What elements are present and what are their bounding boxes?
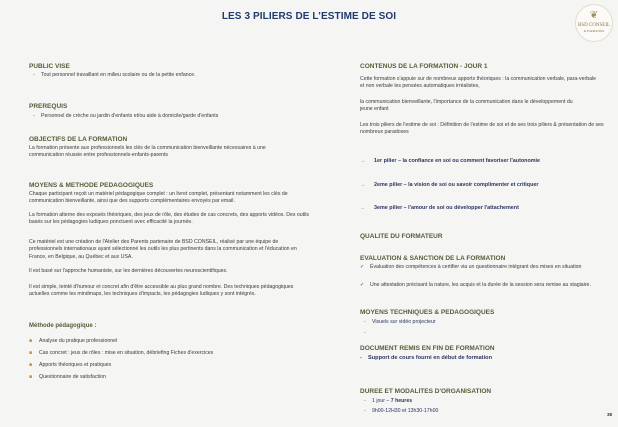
methode-item <box>29 338 117 344</box>
page-number: 38 <box>606 412 612 417</box>
plant-icon: ❦ <box>589 10 599 21</box>
moyens-heading: MOYENS & METHODE PEDAGOGIQUES <box>29 182 154 189</box>
moyens-paragraph-5: Il est simple, teinté d'humour et concret afin d'être accessible au plus grand nombre. Des techniques pédagogiques actuelles comme les mindmaps, les techniques d'impacts, les pédagogies ludiques y sont intégrés. <box>29 284 294 298</box>
arrow-right-icon: → <box>360 205 366 211</box>
contenus-paragraph-2: la communication bienveillante, l'importance de la communication dans le développement du jeune enfant <box>360 99 573 113</box>
bullet-icon: ■ <box>29 350 33 356</box>
pilier-item <box>360 158 540 164</box>
contenus-heading: CONTENUS DE LA FORMATION - JOUR 1 <box>360 63 488 70</box>
contenus-paragraph-1: Cette formation s'appuie sur de nombreux apports théoriques : la communication verbale, para-verbale et non verbale les pensées automatiques irréalistes, <box>360 76 596 90</box>
moyens-tech-heading: MOYENS TECHNIQUES & PEDAGOGIQUES <box>360 309 495 316</box>
bullet-icon: ■ <box>29 338 33 344</box>
pilier-item <box>360 182 538 188</box>
methode-item <box>29 350 213 356</box>
arrow-right-icon: → <box>360 182 366 188</box>
public-item: - Tout personnel travaillant en milieu scolaire ou de la petite enfance. <box>33 72 196 78</box>
arrow-right-icon: → <box>360 158 366 164</box>
moyens-tech-item-text: Visuels sur vidéo projecteur <box>372 319 436 325</box>
methode-item <box>29 374 106 380</box>
methode-heading: Méthode pédagogique : <box>29 323 97 329</box>
pilier-item <box>360 205 519 211</box>
page-title: LES 3 PILIERS DE L’ESTIME DE SOI <box>221 11 397 22</box>
moyens-paragraph-2: La formation alterne des exposés théoriques, des jeux de rôle, des études de cas concrets, des apports vidéos. Des outils basés sur les pédagogies ludiques ponctuent avec efficacité la journée. <box>29 212 309 226</box>
evaluation-heading: EVALUATION & SANCTION DE LA FORMATION <box>360 255 506 262</box>
document-item: - Support de cours fourni en début de formation <box>360 355 492 361</box>
duree-item: - 9h00-12H30 et 13h30-17h00 <box>364 408 439 414</box>
methode-item <box>29 362 111 368</box>
pilier-text: 3eme pilier – l'amour de soi ou développer l'attachement <box>374 205 519 211</box>
duree-item: - 1 jour – 7 heures <box>364 398 413 404</box>
bullet-icon: ■ <box>29 374 33 380</box>
qualite-heading: QUALITE DU FORMATEUR <box>360 233 443 240</box>
prerequis-item-text: Personnel de crèche ou jardin d'enfants et/ou aide à domicile/garde d'enfants <box>41 113 219 119</box>
prerequis-item: - Personnel de crèche ou jardin d'enfants et/ou aide à domicile/garde d'enfants <box>33 113 219 119</box>
logo-line-1: BSD CONSEIL <box>577 23 611 28</box>
pilier-text: 2eme pilier – la vision de soi ou savoir complimenter et critiquer <box>374 182 539 188</box>
methode-item-text: Questionnaire de satisfaction <box>39 374 106 380</box>
contenus-paragraph-3: Les trois piliers de l'estime de soi : Définition de l'estime de soi et de ses trois piliers & présentation de ses nombreux paradoxes <box>360 122 604 136</box>
duree-item-bold: 7 heures <box>390 398 413 404</box>
pilier-text: 1er pilier – la confiance en soi ou comment favoriser l'autonomie <box>374 158 541 164</box>
moyens-paragraph-4: Il est basé sur l'approche humaniste, sur les dernières découvertes neuroscientifiques. <box>29 268 228 274</box>
company-logo <box>575 4 613 42</box>
duree-item-text: 9h00-12H30 et 13h30-17h00 <box>372 408 439 414</box>
logo-line-2: & FORMATION <box>583 29 605 33</box>
objectifs-text: La formation présente aux professionnels les clés de la communication bienveillante nécessaires à une communication réussie entre professionnels-enfants-parents <box>29 145 266 159</box>
methode-item-text: Cas concret : jeux de rôles : mise en situation, débriefing Fiches d'exercices <box>39 350 214 356</box>
duree-item-prefix: 1 jour – <box>372 398 391 404</box>
check-icon: ✓ <box>360 264 365 270</box>
prerequis-heading: PREREQUIS <box>29 103 68 110</box>
moyens-paragraph-1: Chaque participant reçoit un matériel pédagogique complet : un livret complet, présentant notamment les clés de communication bienveillante, ainsi que des supports complémentaires envoyés par email. <box>29 191 288 205</box>
methode-item-text: Apports théoriques et pratiques <box>39 362 112 368</box>
moyens-tech-item: - Visuels sur vidéo projecteur <box>364 319 436 325</box>
evaluation-item-text: Une attestation précisant la nature, les acquis et la durée de la session sera remise au stagiaire. <box>370 282 591 288</box>
moyens-tech-item: - <box>364 330 366 336</box>
methode-item-text: Analyse du pratique professionnel <box>39 338 118 344</box>
public-item-text: Tout personnel travaillant en milieu scolaire ou de la petite enfance. <box>41 72 196 78</box>
duree-heading: DUREE ET MODALITES D'ORGANISATION <box>360 388 492 395</box>
check-icon: ✓ <box>360 282 365 288</box>
document-item-text: Support de cours fourni en début de formation <box>368 355 492 361</box>
document-heading: DOCUMENT REMIS EN FIN DE FORMATION <box>360 345 495 352</box>
evaluation-item <box>360 264 610 271</box>
public-heading: PUBLIC VISE <box>29 63 70 70</box>
bullet-icon: ■ <box>29 362 33 368</box>
moyens-paragraph-3: Ce matériel est une création de l'Atelier des Parents partenaire de BSD CONSEIL, réalisé par une équipe de professionnels internationaux ayant sélectionné les outils les plus pertinents dans la communication et l'éducation en France, en Belgique, au Québec et aux USA. <box>29 239 297 260</box>
objectifs-heading: OBJECTIFS DE LA FORMATION <box>29 136 128 143</box>
evaluation-item-text: Évaluation des compétences à certifier via un questionnaire intégrant des mises en situation <box>370 264 582 270</box>
evaluation-item <box>360 282 610 289</box>
